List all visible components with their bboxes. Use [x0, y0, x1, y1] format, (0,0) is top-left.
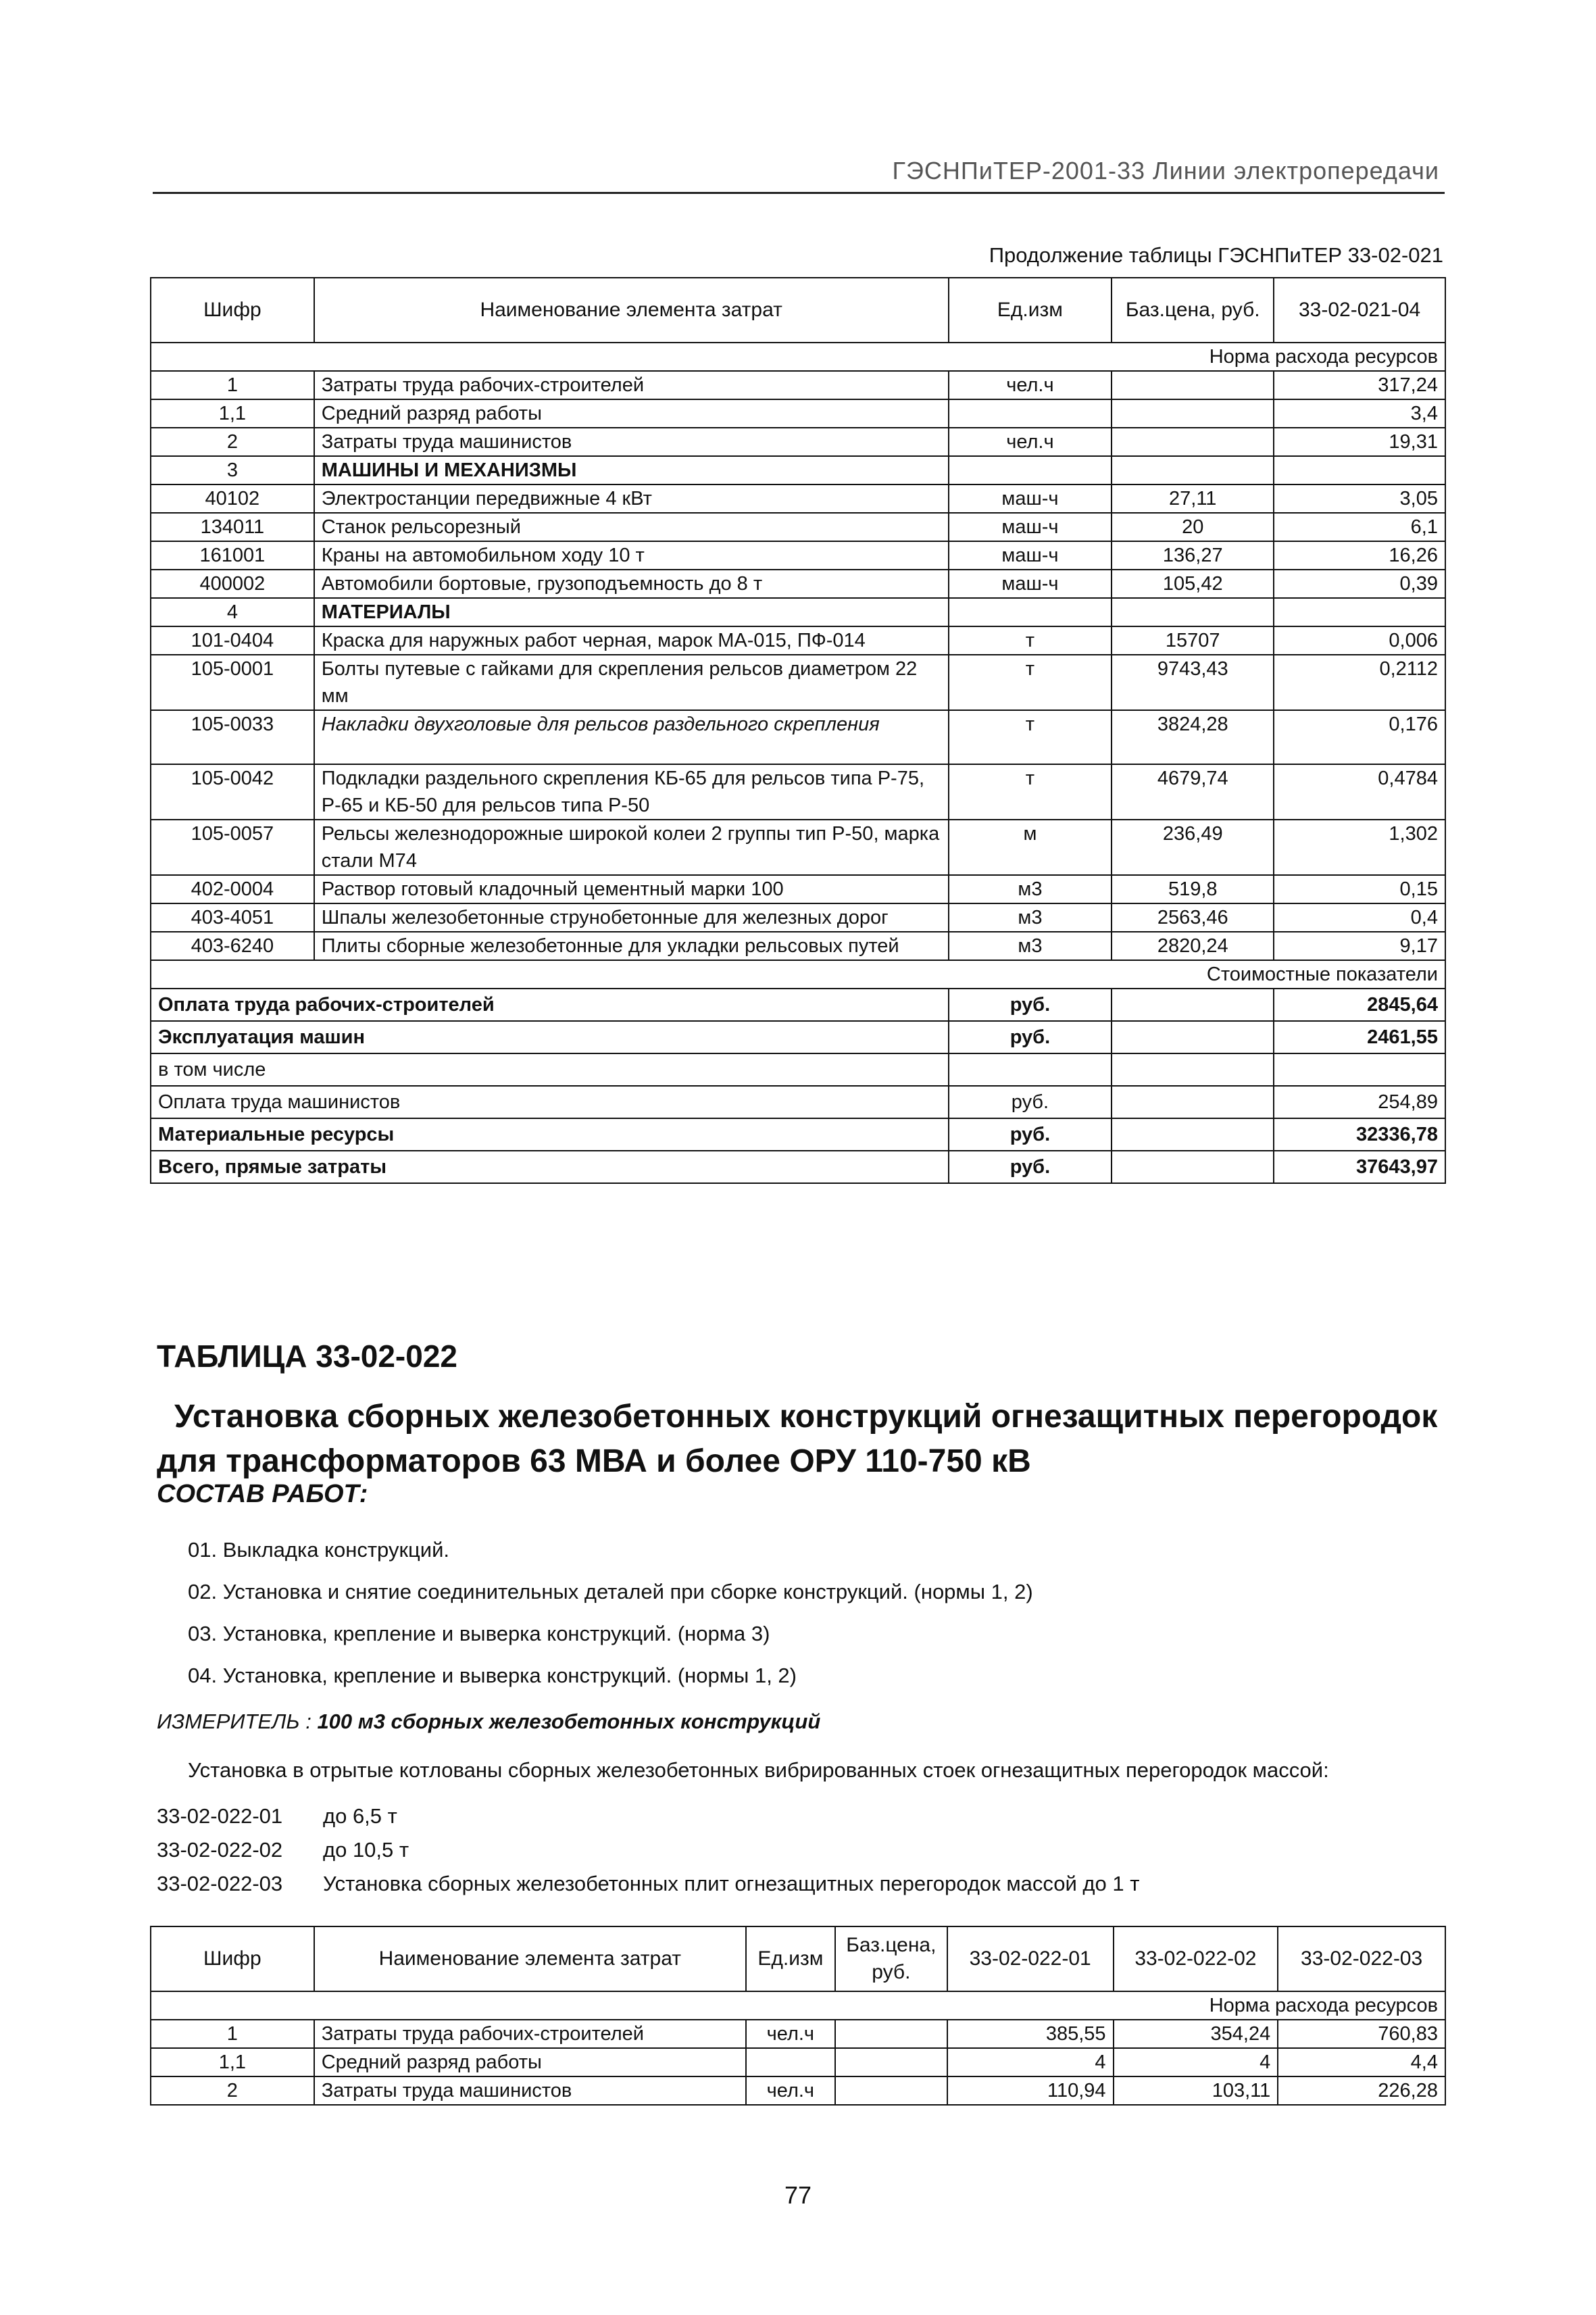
running-header — [153, 154, 1445, 194]
row-name: Средний разряд работы — [314, 399, 949, 428]
cost-value: 32336,78 — [1274, 1118, 1445, 1151]
header-norm: 33-02-021-04 — [1274, 278, 1445, 343]
header-title: ГЭСНПиТЕР-2001-33 Линии электропередачи — [892, 157, 1439, 184]
work-item: 02. Установка и снятие соединительных деталей при сборке конструкций. (нормы 1, 2) — [188, 1580, 1033, 1603]
row-unit: маш-ч — [949, 541, 1112, 570]
table-row — [151, 399, 1445, 428]
row-value-02: 103,11 — [1114, 2076, 1278, 2105]
header-name: Наименование элемента затрат — [314, 1926, 746, 1991]
row-unit: т — [949, 655, 1112, 710]
table-row — [151, 598, 1445, 626]
table-row — [151, 2020, 1445, 2048]
row-name: Раствор готовый кладочный цементный марки 100 — [314, 875, 949, 903]
row-code: 1 — [151, 2020, 314, 2048]
row-value: 3,4 — [1274, 399, 1445, 428]
row-code: 403-6240 — [151, 932, 314, 960]
row-code: 105-0033 — [151, 710, 314, 764]
row-unit — [746, 2048, 835, 2076]
row-price — [1112, 598, 1274, 626]
cost-value: 2845,64 — [1274, 989, 1445, 1021]
cost-row — [151, 1021, 1445, 1053]
row-value-01: 110,94 — [947, 2076, 1114, 2105]
row-name: Краны на автомобильном ходу 10 т — [314, 541, 949, 570]
measure-label: ИЗМЕРИТЕЛЬ : — [157, 1710, 318, 1733]
resource-table-33-02-021 — [150, 277, 1446, 1184]
cost-name: Всего, прямые затраты — [151, 1151, 949, 1183]
cost-unit — [949, 1053, 1112, 1086]
row-unit: маш-ч — [949, 513, 1112, 541]
row-price — [1112, 371, 1274, 399]
row-value — [1274, 456, 1445, 484]
row-price — [1112, 428, 1274, 456]
row-price: 4679,74 — [1112, 764, 1274, 820]
row-value: 6,1 — [1274, 513, 1445, 541]
norm-code: 33-02-022-02 — [157, 1838, 283, 1862]
table-row — [151, 428, 1445, 456]
cost-section-row — [151, 960, 1445, 989]
row-unit: маш-ч — [949, 570, 1112, 598]
page-number: 77 — [784, 2181, 812, 2209]
section-title: ТАБЛИЦА 33-02-022 — [157, 1339, 457, 1374]
row-name: Электростанции передвижные 4 кВт — [314, 484, 949, 513]
code-line — [157, 1838, 409, 1862]
row-price: 9743,43 — [1112, 655, 1274, 710]
row-value: 16,26 — [1274, 541, 1445, 570]
row-code: 403-4051 — [151, 903, 314, 932]
row-unit — [949, 399, 1112, 428]
work-composition-heading: СОСТАВ РАБОТ: — [157, 1480, 368, 1508]
row-price: 20 — [1112, 513, 1274, 541]
install-description: Установка в отрытые котлованы сборных железобетонных вибрированных стоек огнезащитных перегородок массой: — [188, 1758, 1329, 1782]
table-row — [151, 903, 1445, 932]
cost-unit: руб. — [949, 1118, 1112, 1151]
work-item: 03. Установка, крепление и выверка конструкций. (норма 3) — [188, 1622, 770, 1645]
table-row — [151, 2048, 1445, 2076]
cost-empty — [1112, 1021, 1274, 1053]
row-name: Автомобили бортовые, грузоподъемность до 8 т — [314, 570, 949, 598]
table-row — [151, 2076, 1445, 2105]
row-name: Накладки двухголовые для рельсов раздельного скрепления — [314, 710, 949, 764]
table-continuation-caption: Продолжение таблицы ГЭСНПиТЕР 33-02-021 — [989, 243, 1443, 267]
row-value-03: 226,28 — [1278, 2076, 1445, 2105]
row-unit: чел.ч — [746, 2020, 835, 2048]
measure-unit — [157, 1710, 820, 1734]
row-unit — [949, 456, 1112, 484]
row-name: Шпалы железобетонные струнобетонные для железных дорог — [314, 903, 949, 932]
row-code: 134011 — [151, 513, 314, 541]
norm-code-text: до 10,5 т — [323, 1838, 409, 1862]
row-code: 105-0057 — [151, 820, 314, 875]
cost-unit: руб. — [949, 1021, 1112, 1053]
cost-value: 2461,55 — [1274, 1021, 1445, 1053]
row-name: Краска для наружных работ черная, марок МА-015, ПФ-014 — [314, 626, 949, 655]
header-unit: Ед.изм — [746, 1926, 835, 1991]
header-norm-02: 33-02-022-02 — [1114, 1926, 1278, 1991]
measure-value: 100 м3 сборных железобетонных конструкций — [317, 1710, 821, 1733]
cost-empty — [1112, 1151, 1274, 1183]
row-value-02: 354,24 — [1114, 2020, 1278, 2048]
cost-value — [1274, 1053, 1445, 1086]
row-unit: т — [949, 764, 1112, 820]
norm-code-text: Установка сборных железобетонных плит огнезащитных перегородок массой до 1 т — [323, 1872, 1140, 1895]
row-code: 2 — [151, 2076, 314, 2105]
cost-unit: руб. — [949, 1086, 1112, 1118]
row-name: Подкладки раздельного скрепления КБ-65 для рельсов типа Р-75, Р-65 и КБ-50 для рельсов типа Р-50 — [314, 764, 949, 820]
cost-name: Материальные ресурсы — [151, 1118, 949, 1151]
norm-code: 33-02-022-01 — [157, 1804, 283, 1828]
row-name: Затраты труда машинистов — [314, 2076, 746, 2105]
table-row — [151, 932, 1445, 960]
cost-value: 254,89 — [1274, 1086, 1445, 1118]
table-row — [151, 820, 1445, 875]
header-unit: Ед.изм — [949, 278, 1112, 343]
table-row — [151, 626, 1445, 655]
header-norm-03: 33-02-022-03 — [1278, 1926, 1445, 1991]
row-value: 0,15 — [1274, 875, 1445, 903]
table-row — [151, 484, 1445, 513]
row-unit: чел.ч — [949, 371, 1112, 399]
cost-row — [151, 989, 1445, 1021]
row-price — [1112, 456, 1274, 484]
table-row — [151, 655, 1445, 710]
row-name: МАТЕРИАЛЫ — [314, 598, 949, 626]
cost-value: 37643,97 — [1274, 1151, 1445, 1183]
row-unit: маш-ч — [949, 484, 1112, 513]
row-value: 19,31 — [1274, 428, 1445, 456]
row-price: 27,11 — [1112, 484, 1274, 513]
cost-row — [151, 1151, 1445, 1183]
cost-name: в том числе — [151, 1053, 949, 1086]
table-row — [151, 764, 1445, 820]
header-price: Баз.цена, руб. — [1112, 278, 1274, 343]
subtitle-line-2: для трансформаторов 63 МВА и более ОРУ 110-750 кВ — [157, 1443, 1031, 1479]
row-price: 519,8 — [1112, 875, 1274, 903]
cost-empty — [1112, 1118, 1274, 1151]
row-code: 101-0404 — [151, 626, 314, 655]
cost-name: Оплата труда рабочих-строителей — [151, 989, 949, 1021]
header-name: Наименование элемента затрат — [314, 278, 949, 343]
header-norm-01: 33-02-022-01 — [947, 1926, 1114, 1991]
row-price: 105,42 — [1112, 570, 1274, 598]
table-row — [151, 541, 1445, 570]
norm-section-row — [151, 343, 1445, 371]
row-value-01: 4 — [947, 2048, 1114, 2076]
norm-section-label: Норма расхода ресурсов — [151, 343, 1445, 371]
table-row — [151, 456, 1445, 484]
row-price — [835, 2048, 947, 2076]
row-value-03: 4,4 — [1278, 2048, 1445, 2076]
row-value: 3,05 — [1274, 484, 1445, 513]
header-code: Шифр — [151, 278, 314, 343]
row-name: МАШИНЫ И МЕХАНИЗМЫ — [314, 456, 949, 484]
header-code: Шифр — [151, 1926, 314, 1991]
row-code: 40102 — [151, 484, 314, 513]
code-line — [157, 1872, 1139, 1896]
row-value: 317,24 — [1274, 371, 1445, 399]
row-code: 105-0042 — [151, 764, 314, 820]
row-value: 0,4784 — [1274, 764, 1445, 820]
row-price: 2563,46 — [1112, 903, 1274, 932]
cost-name: Оплата труда машинистов — [151, 1086, 949, 1118]
subtitle-line-1: Установка сборных железобетонных конструкций огнезащитных перегородок — [174, 1399, 1438, 1435]
resource-table-33-02-022 — [150, 1926, 1446, 2106]
table-row — [151, 513, 1445, 541]
row-price: 2820,24 — [1112, 932, 1274, 960]
cost-row — [151, 1053, 1445, 1086]
row-name: Болты путевые с гайками для скрепления рельсов диаметром 22 мм — [314, 655, 949, 710]
row-name: Рельсы железнодорожные широкой колеи 2 группы тип Р-50, марка стали М74 — [314, 820, 949, 875]
row-name: Средний разряд работы — [314, 2048, 746, 2076]
row-unit: т — [949, 626, 1112, 655]
cost-section-label: Стоимостные показатели — [151, 960, 1445, 989]
row-value: 0,2112 — [1274, 655, 1445, 710]
row-value — [1274, 598, 1445, 626]
cost-row — [151, 1118, 1445, 1151]
row-value: 0,176 — [1274, 710, 1445, 764]
table-row — [151, 710, 1445, 764]
row-unit: чел.ч — [746, 2076, 835, 2105]
row-price — [1112, 399, 1274, 428]
row-value-01: 385,55 — [947, 2020, 1114, 2048]
cost-unit: руб. — [949, 1151, 1112, 1183]
cost-empty — [1112, 989, 1274, 1021]
table-header-row — [151, 1926, 1445, 1991]
norm-section-row — [151, 1991, 1445, 2020]
row-value: 0,006 — [1274, 626, 1445, 655]
norm-code-text: до 6,5 т — [323, 1804, 397, 1828]
row-price — [835, 2020, 947, 2048]
table-row — [151, 570, 1445, 598]
row-code: 161001 — [151, 541, 314, 570]
row-code: 402-0004 — [151, 875, 314, 903]
row-name: Затраты труда рабочих-строителей — [314, 2020, 746, 2048]
cost-name: Эксплуатация машин — [151, 1021, 949, 1053]
work-item: 04. Установка, крепление и выверка конструкций. (нормы 1, 2) — [188, 1664, 797, 1687]
row-price: 236,49 — [1112, 820, 1274, 875]
row-unit: чел.ч — [949, 428, 1112, 456]
norm-section-label: Норма расхода ресурсов — [151, 1991, 1445, 2020]
row-value-02: 4 — [1114, 2048, 1278, 2076]
row-unit: м — [949, 820, 1112, 875]
row-price — [835, 2076, 947, 2105]
row-value: 9,17 — [1274, 932, 1445, 960]
row-price: 3824,28 — [1112, 710, 1274, 764]
row-value: 0,39 — [1274, 570, 1445, 598]
row-code: 3 — [151, 456, 314, 484]
row-code: 400002 — [151, 570, 314, 598]
cost-row — [151, 1086, 1445, 1118]
table-header-row — [151, 278, 1445, 343]
code-line — [157, 1804, 397, 1828]
row-name: Плиты сборные железобетонные для укладки рельсовых путей — [314, 932, 949, 960]
row-code: 2 — [151, 428, 314, 456]
norm-code: 33-02-022-03 — [157, 1872, 283, 1895]
row-unit: т — [949, 710, 1112, 764]
row-code: 105-0001 — [151, 655, 314, 710]
row-code: 1,1 — [151, 2048, 314, 2076]
table-row — [151, 875, 1445, 903]
row-unit — [949, 598, 1112, 626]
row-value-03: 760,83 — [1278, 2020, 1445, 2048]
table-row — [151, 371, 1445, 399]
row-value: 1,302 — [1274, 820, 1445, 875]
row-code: 1 — [151, 371, 314, 399]
row-price: 15707 — [1112, 626, 1274, 655]
row-name: Затраты труда машинистов — [314, 428, 949, 456]
row-unit: м3 — [949, 932, 1112, 960]
row-name: Затраты труда рабочих-строителей — [314, 371, 949, 399]
row-unit: м3 — [949, 875, 1112, 903]
header-price: Баз.цена, руб. — [835, 1926, 947, 1991]
row-value: 0,4 — [1274, 903, 1445, 932]
cost-empty — [1112, 1086, 1274, 1118]
cost-empty — [1112, 1053, 1274, 1086]
row-unit: м3 — [949, 903, 1112, 932]
cost-unit: руб. — [949, 989, 1112, 1021]
row-code: 4 — [151, 598, 314, 626]
row-code: 1,1 — [151, 399, 314, 428]
row-price: 136,27 — [1112, 541, 1274, 570]
section-subtitle — [157, 1395, 1454, 1484]
work-item: 01. Выкладка конструкций. — [188, 1538, 450, 1562]
row-name: Станок рельсорезный — [314, 513, 949, 541]
